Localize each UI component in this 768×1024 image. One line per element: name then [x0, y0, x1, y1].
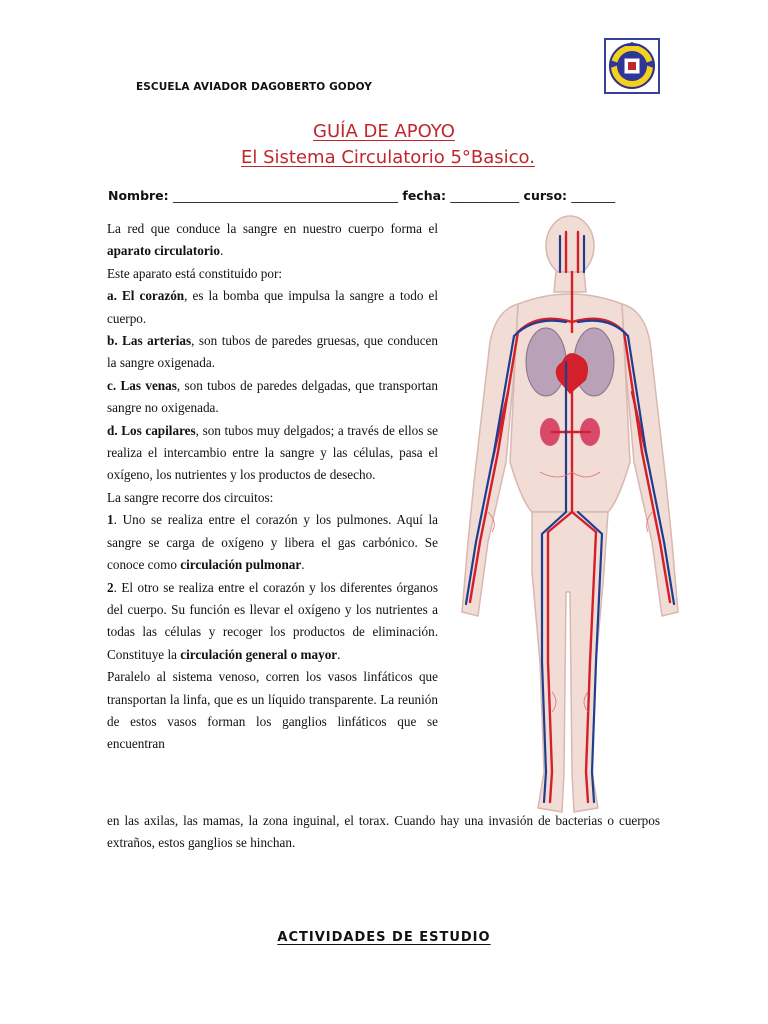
- item-marker: c. Las venas: [107, 377, 177, 393]
- constituted-paragraph: Este aparato está constituido por:: [107, 265, 283, 281]
- intro-bold: aparato circulatorio: [107, 243, 220, 259]
- date-label: fecha:: [402, 188, 447, 203]
- lymph-continuation-text: en las axilas, las mamas, la zona inguinal, el torax. Cuando hay una invasión de bacterias o cuerpos extraños, estos ganglios se hinchan.: [107, 813, 660, 851]
- circuit-end: .: [337, 646, 341, 662]
- item-text: , es la bomba que impulsa la sangre a todo el cuerpo.: [107, 288, 438, 326]
- item-marker: a. El corazón: [107, 288, 185, 304]
- circuit-pulmonary: [107, 509, 438, 576]
- school-crest-icon: [604, 38, 660, 94]
- item-veins: [107, 375, 438, 420]
- activities-heading: ACTIVIDADES DE ESTUDIO: [277, 930, 491, 945]
- circuit-term: circulación pulmonar: [180, 557, 302, 573]
- name-label: Nombre:: [108, 188, 169, 203]
- item-capillaries: [107, 420, 438, 487]
- student-form-line: [108, 188, 668, 203]
- item-arteries: [107, 330, 438, 375]
- date-blank[interactable]: ___________: [450, 188, 520, 203]
- intro-paragraph: [107, 218, 438, 263]
- course-label: curso:: [523, 188, 568, 203]
- school-name: ESCUELA AVIADOR DAGOBERTO GODOY: [136, 81, 373, 93]
- item-text: , son tubos de paredes delgadas, que transportan sangre no oxigenada.: [107, 377, 438, 416]
- circuit-end: .: [301, 557, 305, 573]
- circuit-number: 1: [107, 512, 114, 528]
- lymph-paragraph: Paralelo al sistema venoso, corren los vasos linfáticos que transportan la linfa, que es un líquido transparente. La reunión de estos vasos forman los ganglios linfáticos que se encuentran: [107, 669, 438, 752]
- main-text-column: [107, 218, 438, 756]
- name-blank[interactable]: ____________________________________: [173, 188, 399, 203]
- course-blank[interactable]: _______: [571, 188, 616, 203]
- guide-title: GUÍA DE APOYO: [313, 121, 455, 142]
- circuits-intro: La sangre recorre dos circuitos:: [107, 489, 274, 505]
- circulatory-system-illustration: [448, 212, 688, 820]
- item-heart: [107, 285, 438, 330]
- intro-text: La red que conduce la sangre en nuestro cuerpo forma el: [107, 221, 438, 236]
- guide-subtitle: El Sistema Circulatorio 5°Basico.: [241, 147, 535, 168]
- item-text: , son tubos de paredes gruesas, que conducen la sangre oxigenada.: [107, 333, 438, 371]
- circuit-term: circulación general o mayor: [180, 646, 338, 662]
- circuit-number: 2: [107, 579, 114, 595]
- item-text: , son tubos muy delgados; a través de ellos se realiza el intercambio entre la sangre y las células, pasa el oxígeno, los nutrientes y los productos de desecho.: [107, 422, 438, 483]
- circuit-text: . El otro se realiza entre el corazón y los diferentes órganos del cuerpo. Su función es llevar el oxígeno y los nutrientes a todas las células y recoger los productos de eliminación. Constituye la: [107, 579, 438, 662]
- item-marker: b. Las arterias: [107, 333, 192, 349]
- item-marker: d. Los capilares: [107, 422, 196, 438]
- circuit-general: [107, 577, 438, 667]
- intro-end: .: [219, 243, 224, 259]
- circuit-text: . Uno se realiza entre el corazón y los pulmones. Aquí la sangre se carga de oxígeno y libera el gas carbónico. Se conoce como: [107, 512, 438, 573]
